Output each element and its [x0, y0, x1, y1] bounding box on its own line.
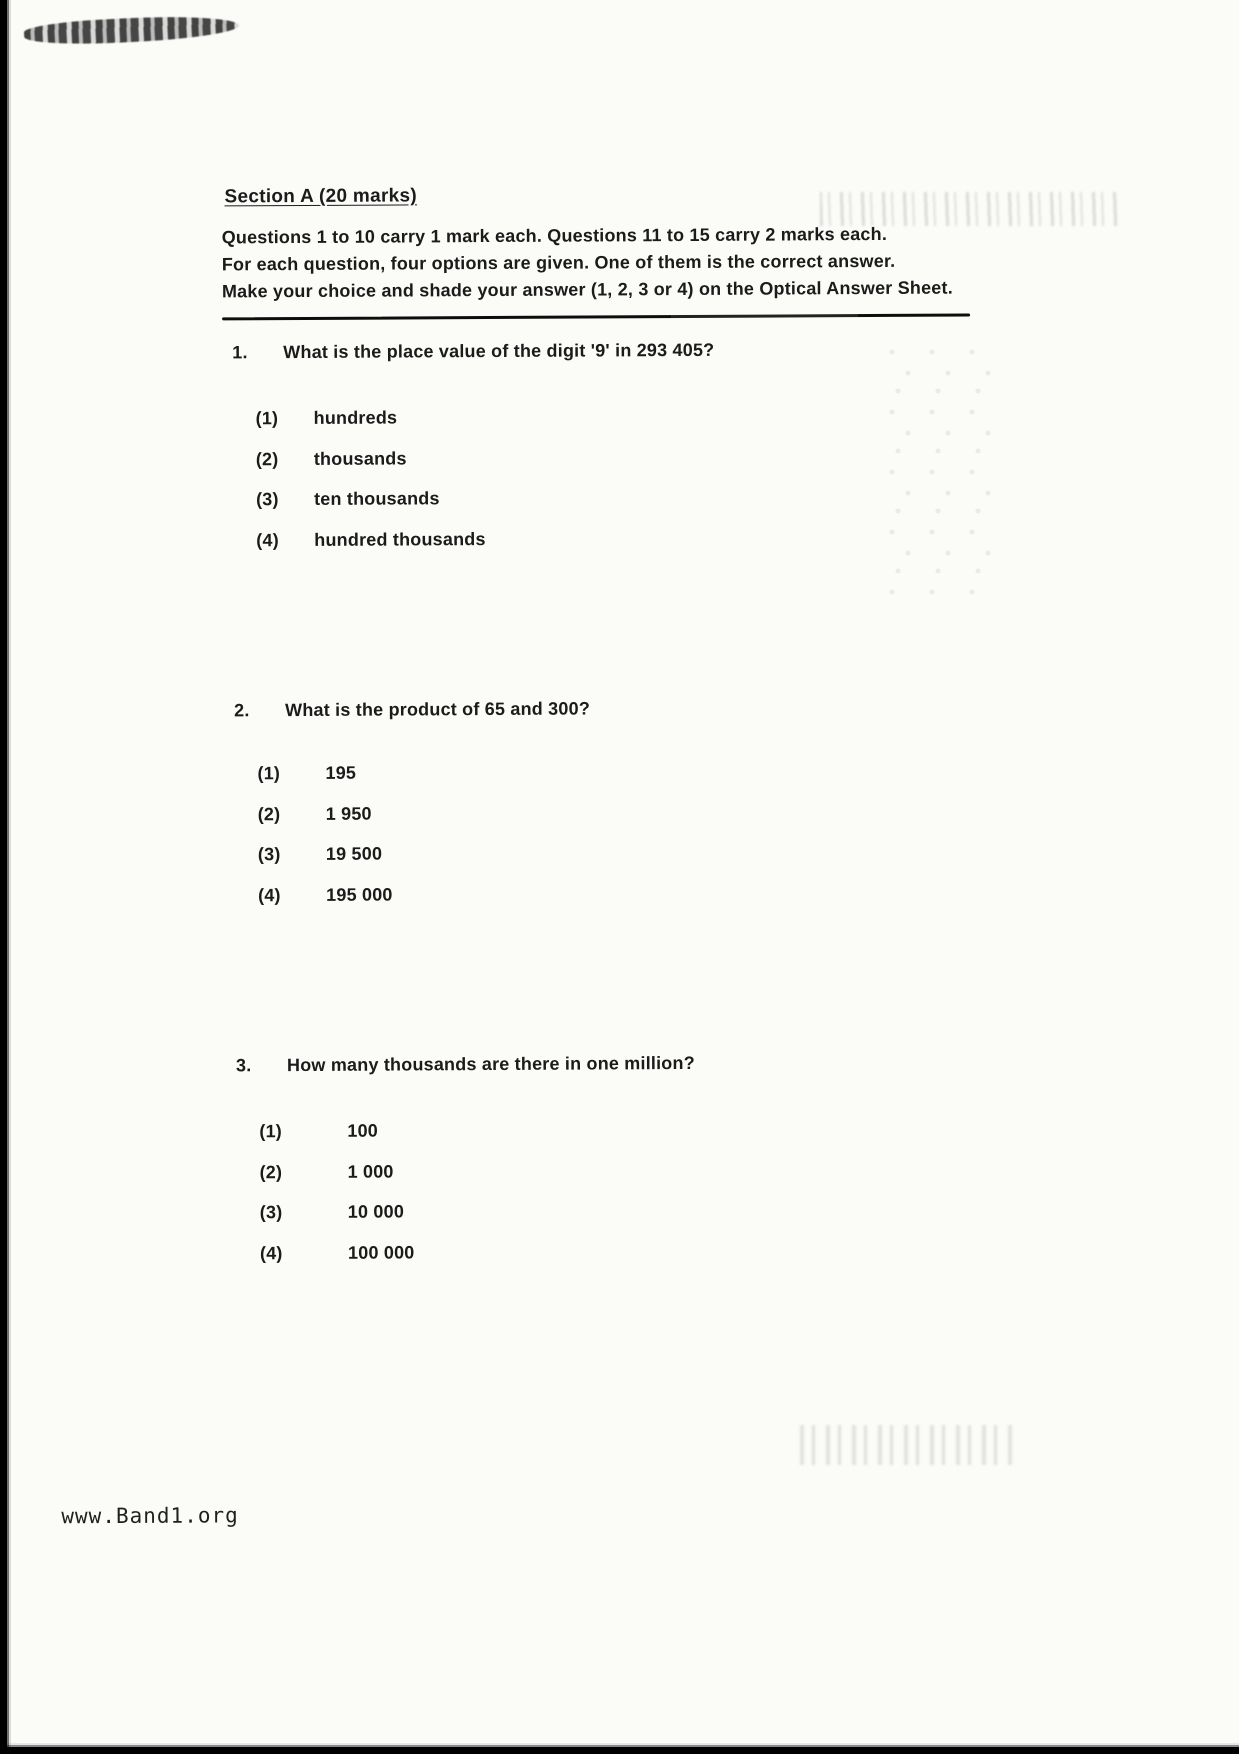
- scan-edge-artifact-bottom: [0, 1743, 1239, 1754]
- option-text: 195: [325, 762, 357, 783]
- option-row: [258, 881, 995, 925]
- section-title: Section A (20 marks): [224, 185, 418, 208]
- option-text: 195 000: [326, 884, 393, 905]
- scan-edge-artifact-left: [0, 0, 11, 1754]
- option-label: (3): [257, 844, 281, 865]
- option-label: (4): [256, 529, 279, 550]
- option-text: hundreds: [313, 407, 398, 428]
- question-number: 1.: [232, 342, 248, 363]
- option-row: [256, 404, 993, 448]
- option-text: 10 000: [347, 1201, 405, 1222]
- option-label: (4): [259, 1242, 283, 1263]
- question-2: [234, 696, 995, 925]
- instructions-line: Make your choice and shade your answer (1, 2, 3 or 4) on the Optical Answer Sheet.: [221, 277, 953, 302]
- footer-url: www.Band1.org: [61, 1503, 239, 1529]
- option-label: (2): [259, 1161, 283, 1182]
- option-text: ten thousands: [313, 488, 440, 509]
- option-text: 19 500: [325, 843, 383, 864]
- option-row: [257, 759, 994, 803]
- option-row: [258, 800, 995, 844]
- option-text: 100: [347, 1120, 379, 1141]
- instructions-line: For each question, four options are given. One of them is the correct answer.: [221, 250, 896, 275]
- option-text: thousands: [313, 447, 407, 469]
- question-text: What is the place value of the digit '9' in 293 405?: [283, 339, 715, 363]
- option-text: 100 000: [347, 1241, 415, 1263]
- question-3: [236, 1051, 997, 1283]
- option-row: [260, 1239, 997, 1283]
- options-list: [233, 404, 994, 570]
- options-list: [234, 759, 995, 925]
- option-label: (1): [255, 408, 279, 429]
- question-text: What is the product of 65 and 300?: [285, 698, 591, 721]
- option-row: [259, 1117, 996, 1161]
- option-row: [256, 445, 993, 489]
- horizontal-rule: [222, 313, 970, 320]
- question-1: [232, 338, 993, 570]
- option-label: (2): [257, 803, 281, 824]
- option-row: [258, 840, 995, 884]
- option-row: [260, 1158, 997, 1202]
- question-text: How many thousands are there in one million?: [286, 1052, 695, 1076]
- option-row: [260, 1198, 997, 1242]
- option-text: 1 950: [325, 803, 372, 824]
- option-label: (1): [259, 1121, 283, 1142]
- option-label: (2): [255, 448, 279, 469]
- option-label: (3): [255, 489, 279, 510]
- option-text: 1 000: [347, 1161, 394, 1182]
- option-label: (1): [257, 763, 281, 784]
- instructions-line: Questions 1 to 10 carry 1 mark each. Questions 11 to 15 carry 2 marks each.: [221, 223, 888, 248]
- option-label: (3): [259, 1202, 283, 1223]
- option-row: [256, 526, 993, 570]
- option-row: [256, 485, 993, 529]
- option-text: hundred thousands: [314, 528, 486, 550]
- question-number: 3.: [235, 1055, 252, 1076]
- question-number: 2.: [234, 700, 250, 721]
- instructions-paragraph: [222, 220, 1002, 305]
- options-list: [236, 1117, 997, 1283]
- option-label: (4): [258, 884, 281, 905]
